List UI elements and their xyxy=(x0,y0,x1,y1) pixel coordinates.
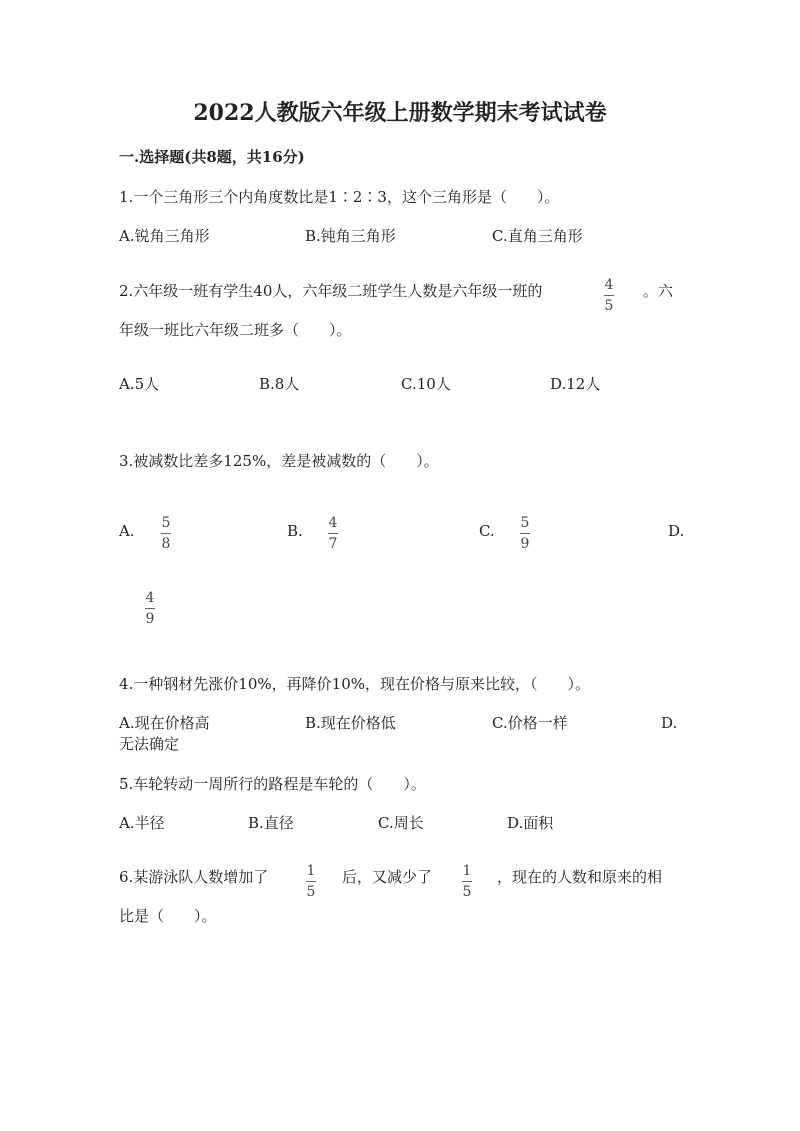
question-2-option-a: A.5人 xyxy=(119,375,160,393)
question-2-stem-part3: 年级一班比六年级二班多（ ）。 xyxy=(119,321,352,339)
fraction-denominator: 5 xyxy=(306,884,316,900)
question-3-option-a-fraction xyxy=(161,516,171,551)
fraction-numerator: 4 xyxy=(328,515,338,531)
fraction-denominator: 8 xyxy=(161,536,171,552)
fraction-bar xyxy=(306,881,316,882)
question-3-option-c-fraction xyxy=(520,516,530,551)
page-title: 2022人教版六年级上册数学期末考试试卷 xyxy=(193,100,607,126)
question-6-stem-part1: 6.某游泳队人数增加了 xyxy=(119,868,269,886)
question-6-stem-part3: ，现在的人数和原来的相 xyxy=(497,868,663,886)
fraction-numerator: 1 xyxy=(306,863,316,879)
question-4-option-d-continuation: 无法确定 xyxy=(119,735,180,753)
question-3-option-d-fraction xyxy=(145,591,155,626)
question-5-option-a: A.半径 xyxy=(119,814,165,832)
fraction-denominator: 5 xyxy=(604,298,614,314)
question-3-option-a-label: A. xyxy=(119,522,135,540)
question-4-option-b: B.现在价格低 xyxy=(305,714,396,732)
question-1-option-b: B.钝角三角形 xyxy=(305,227,396,245)
fraction-denominator: 9 xyxy=(520,536,530,552)
question-3-stem: 3.被减数比差多125%，差是被减数的（ ）。 xyxy=(119,452,439,470)
question-5-stem: 5.车轮转动一周所行的路程是车轮的（ ）。 xyxy=(119,775,426,793)
question-2-option-d: D.12人 xyxy=(550,375,601,393)
question-3-option-b-fraction xyxy=(328,516,338,551)
fraction-numerator: 4 xyxy=(145,590,155,606)
question-4-stem: 4.一种钢材先涨价10%，再降价10%，现在价格与原来比较，（ ）。 xyxy=(119,675,590,693)
question-5-option-d: D.面积 xyxy=(507,814,554,832)
question-6-stem-part4: 比是（ ）。 xyxy=(119,907,217,925)
fraction-bar xyxy=(328,533,338,534)
question-2-option-c: C.10人 xyxy=(401,375,451,393)
question-1-option-c: C.直角三角形 xyxy=(492,227,583,245)
fraction-bar xyxy=(145,608,155,609)
fraction-numerator: 4 xyxy=(604,277,614,293)
fraction-denominator: 9 xyxy=(145,611,155,627)
question-6-fraction-2 xyxy=(462,864,472,899)
question-3-option-d-label: D. xyxy=(668,522,685,540)
fraction-numerator: 5 xyxy=(520,515,530,531)
question-4-option-a: A.现在价格高 xyxy=(119,714,210,732)
question-4-option-d: D. xyxy=(661,714,678,732)
question-6-fraction-1 xyxy=(306,864,316,899)
question-2-stem-part2: 。六 xyxy=(643,282,674,300)
question-3-option-c-label: C. xyxy=(479,522,495,540)
question-4-option-c: C.价格一样 xyxy=(492,714,568,732)
section-heading: 一.选择题(共8题，共16分) xyxy=(119,148,305,166)
question-2-option-b: B.8人 xyxy=(259,375,300,393)
question-6-stem-part2: 后，又减少了 xyxy=(342,868,433,886)
fraction-bar xyxy=(462,881,472,882)
question-1-option-a: A.锐角三角形 xyxy=(119,227,210,245)
question-2-fraction xyxy=(604,278,614,313)
question-3-option-b-label: B. xyxy=(287,522,303,540)
fraction-numerator: 5 xyxy=(161,515,171,531)
fraction-bar xyxy=(520,533,530,534)
question-1-stem: 1.一个三角形三个内角度数比是1∶2∶3，这个三角形是（ ）。 xyxy=(119,188,560,206)
fraction-bar xyxy=(161,533,171,534)
fraction-bar xyxy=(604,295,614,296)
fraction-denominator: 7 xyxy=(328,536,338,552)
fraction-numerator: 1 xyxy=(462,863,472,879)
question-5-option-b: B.直径 xyxy=(248,814,294,832)
question-2-stem-part1: 2.六年级一班有学生40人，六年级二班学生人数是六年级一班的 xyxy=(119,282,543,300)
fraction-denominator: 5 xyxy=(462,884,472,900)
question-5-option-c: C.周长 xyxy=(378,814,424,832)
